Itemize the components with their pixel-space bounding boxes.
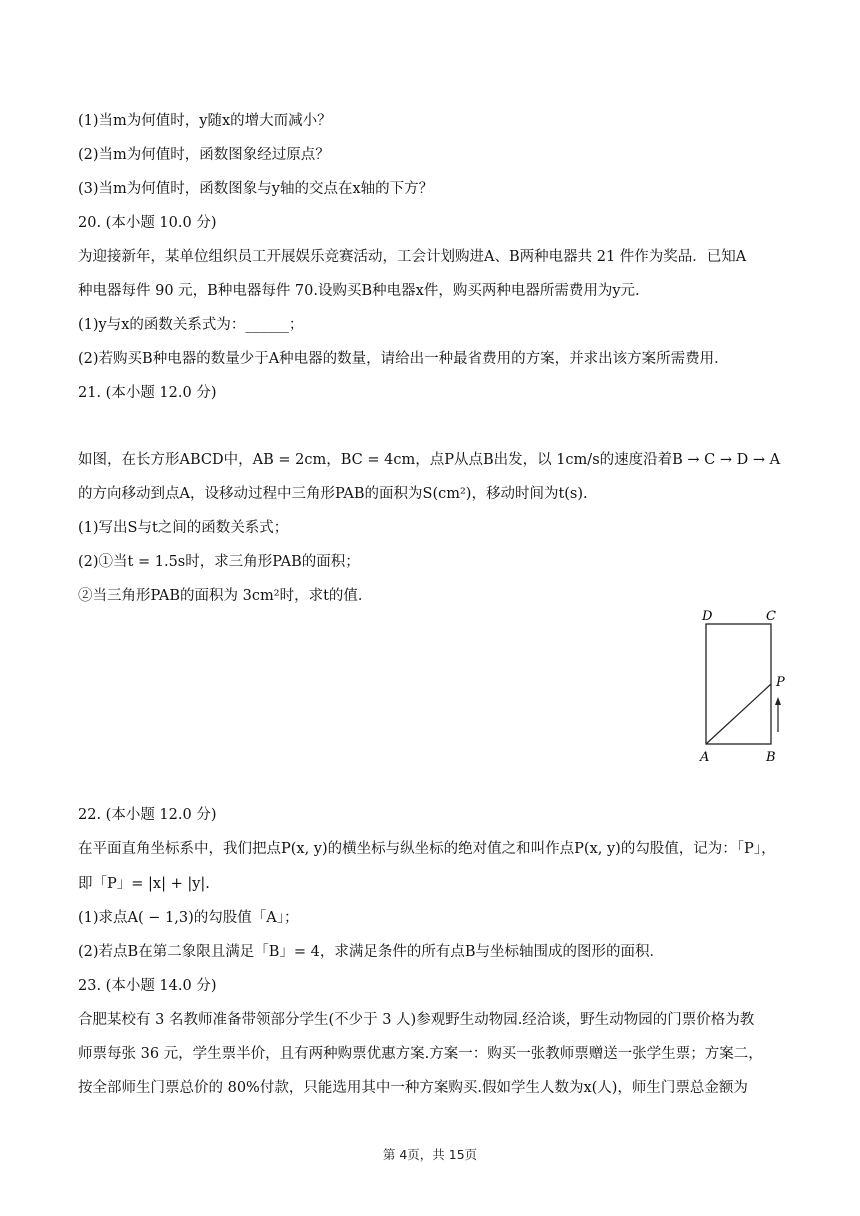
question-20-part-2: (2)若购买B种电器的数量少于A种电器的数量，请给出一种最省费用的方案，并求出该方案所需费用．: [78, 351, 729, 367]
rectangle-abcd: [706, 624, 771, 744]
question-22-part-1: (1)求点A( − 1,3)的勾股值「A」；: [78, 910, 299, 926]
segment-ap: [706, 684, 771, 744]
question-22-part-2: (2)若点B在第二象限且满足「B」= 4，求满足条件的所有点B与坐标轴围成的图形的面积．: [78, 944, 664, 960]
question-20-text-2: 种电器每件 90 元，B种电器每件 70.设购买B种电器x件，购买两种电器所需费用为y元.: [78, 283, 640, 299]
question-22-text-1: 在平面直角坐标系中，我们把点P(x, y)的横坐标与纵坐标的绝对值之和叫作点P(x, y)的勾股值，记为：「P」，: [78, 841, 776, 857]
question-22-text-2: 即「P」= |x| + |y|.: [78, 876, 210, 892]
question-23-text-1: 合肥某校有 3 名教师准备带领部分学生(不少于 3 人)参观野生动物园.经洽谈，野生动物园的门票价格为教: [78, 1012, 755, 1028]
question-21-heading: 21. (本小题 12.0 分): [78, 385, 217, 401]
label-b: B: [766, 750, 776, 765]
arrow-up-icon: [775, 697, 781, 705]
question-19-part-3: (3)当m为何值时，函数图象与y轴的交点在x轴的下方？: [78, 181, 434, 197]
question-20-part-1: (1)y与x的函数关系式为：______；: [78, 317, 304, 333]
label-p: P: [776, 675, 785, 690]
question-22-heading: 22. (本小题 12.0 分): [78, 807, 217, 823]
question-19-part-1: (1)当m为何值时，y随x的增大而减小？: [78, 113, 332, 129]
question-21-part-2a: (2)①当t = 1.5s时，求三角形PAB的面积；: [78, 554, 360, 570]
label-d: D: [702, 609, 713, 624]
question-20-text-1: 为迎接新年，某单位组织员工开展娱乐竞赛活动，工会计划购进A、B两种电器共 21 件作为奖品．已知A: [78, 249, 747, 265]
question-21-text-2: 的方向移动到点A，设移动过程中三角形PAB的面积为S(cm²)，移动时间为t(s).: [78, 486, 588, 502]
question-21-part-1: (1)写出S与t之间的函数关系式；: [78, 520, 289, 536]
question-20-heading: 20. (本小题 10.0 分): [78, 215, 217, 231]
label-c: C: [766, 609, 776, 624]
page-footer: 第 4页，共 15页: [382, 1147, 478, 1162]
question-23-text-3: 按全部师生门票总价的 80%付款，只能选用其中一种方案购买.假如学生人数为x(人)，师生门票总金额为: [78, 1080, 748, 1096]
question-23-heading: 23. (本小题 14.0 分): [78, 978, 217, 994]
question-23-text-2: 师票每张 36 元，学生票半价，且有两种购票优惠方案.方案一：购买一张教师票赠送一张学生票；方案二，: [78, 1046, 763, 1062]
rectangle-figure: [696, 606, 796, 766]
label-a: A: [700, 750, 710, 765]
question-21-text-1: 如图，在长方形ABCD中，AB = 2cm，BC = 4cm，点P从点B出发，以 1cm/s的速度沿着B → C → D → A: [78, 452, 781, 468]
question-21-part-2b: ②当三角形PAB的面积为 3cm²时，求t的值．: [78, 588, 373, 604]
question-19-part-2: (2)当m为何值时，函数图象经过原点？: [78, 147, 330, 163]
